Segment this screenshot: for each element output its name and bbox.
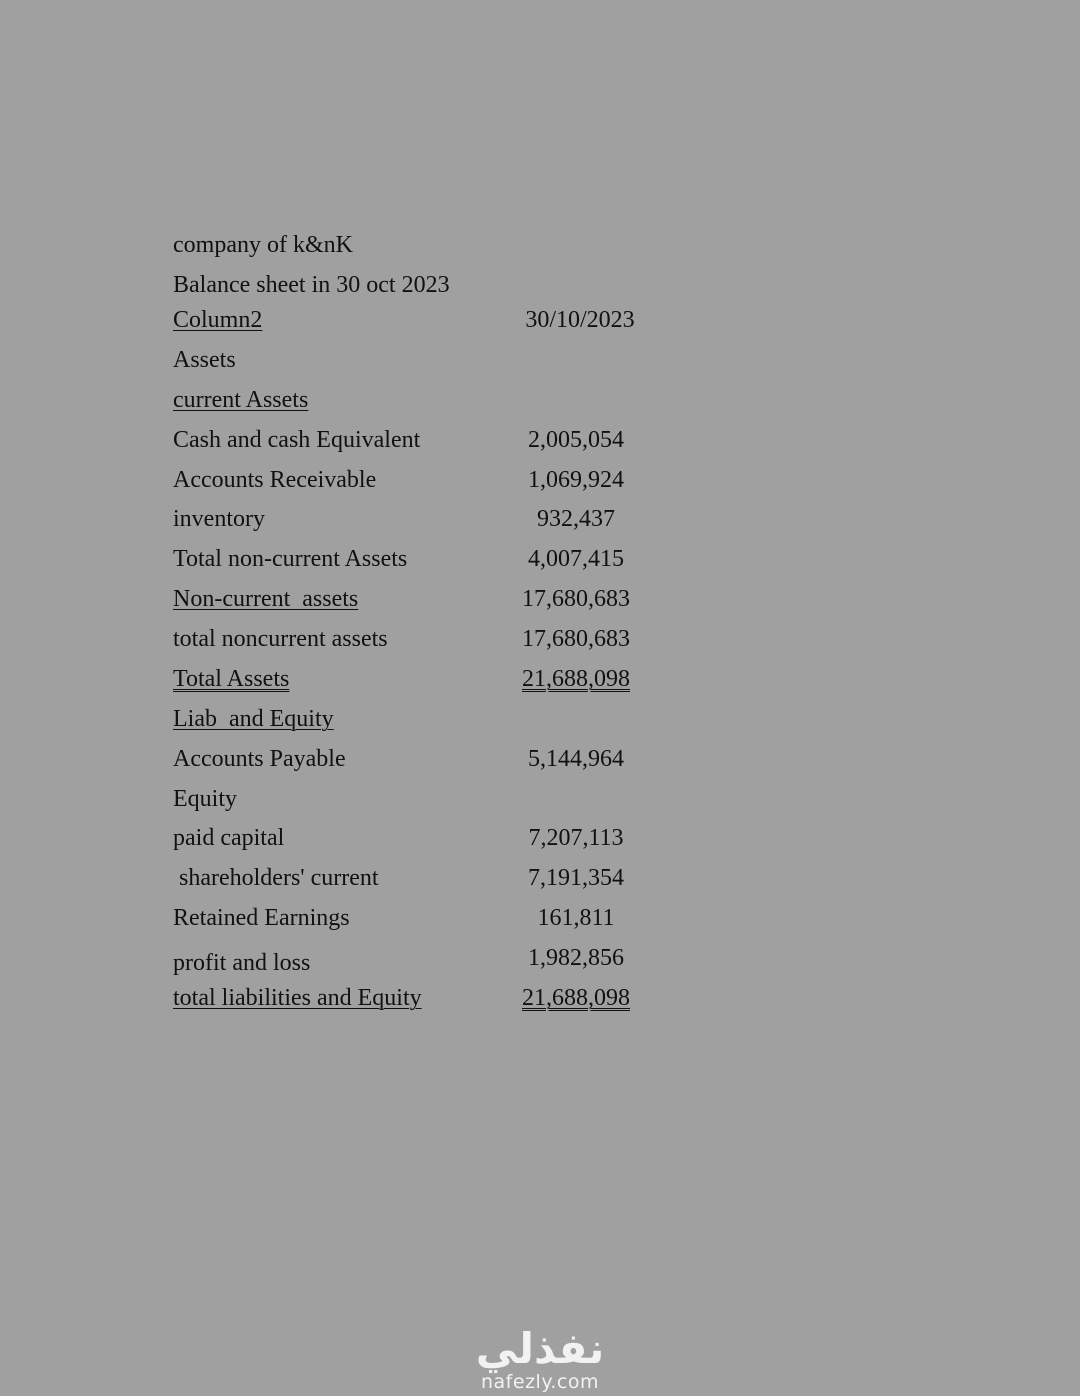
header-date: 30/10/2023 [525,307,635,333]
row-value: 1,069,924 [528,467,624,493]
row-value: 5,144,964 [528,746,624,772]
row-non-current-assets [173,584,643,614]
row-assets [173,345,643,375]
row-label: Non-current assets [173,586,359,612]
row-label: Accounts Payable [173,746,346,772]
row-equity [173,784,643,814]
row-label: Retained Earnings [173,905,350,931]
row-paid-capital [173,823,643,853]
row-value: 21,688,098 [522,985,630,1011]
row-inventory [173,504,643,534]
row-label: Total Assets [173,666,290,692]
row-current-assets [173,385,643,415]
row-label: Total non-current Assets [173,546,408,572]
row-label: total noncurrent assets [173,626,388,652]
row-retained-earnings [173,903,643,933]
row-value: 1,982,856 [528,945,624,971]
row-label: current Assets [173,387,309,413]
row-value: 21,688,098 [522,666,630,692]
row-accounts-payable [173,744,643,774]
row-shareholders-current [173,863,643,893]
row-label: paid capital [173,825,285,851]
row-label: Assets [173,347,236,373]
row-label: Cash and cash Equivalent [173,427,421,453]
row-total-current [173,544,643,574]
row-cash [173,425,643,455]
sheet-title: Balance sheet in 30 oct 2023 [173,272,450,298]
watermark-logo [470,1326,610,1396]
row-label: shareholders' current [173,865,379,891]
row-label: inventory [173,506,265,532]
row-total-liabilities-equity [173,983,643,1013]
watermark-domain: nafezly.com [481,1371,599,1393]
row-value: 7,207,113 [528,825,624,851]
header-row [173,305,643,335]
row-value: 7,191,354 [528,865,624,891]
row-label: total liabilities and Equity [173,985,422,1011]
company-name: company of k&nK [173,232,353,258]
row-total-assets [173,664,643,694]
row-label: Liab and Equity [173,706,334,732]
row-label: profit and loss [173,950,311,976]
row-value: 4,007,415 [528,546,624,572]
row-label: Accounts Receivable [173,467,377,493]
row-label: Equity [173,786,237,812]
row-value: 161,811 [537,905,615,931]
row-value: 2,005,054 [528,427,624,453]
header-label: Column2 [173,307,263,333]
row-profit-loss [173,943,643,976]
row-accounts-receivable [173,465,643,495]
watermark-logo-text: نفذلي [475,1324,605,1373]
row-liab-equity [173,704,643,734]
row-value: 17,680,683 [522,586,630,612]
row-value: 932,437 [537,506,615,532]
row-value: 17,680,683 [522,626,630,652]
row-total-noncurrent [173,624,643,654]
